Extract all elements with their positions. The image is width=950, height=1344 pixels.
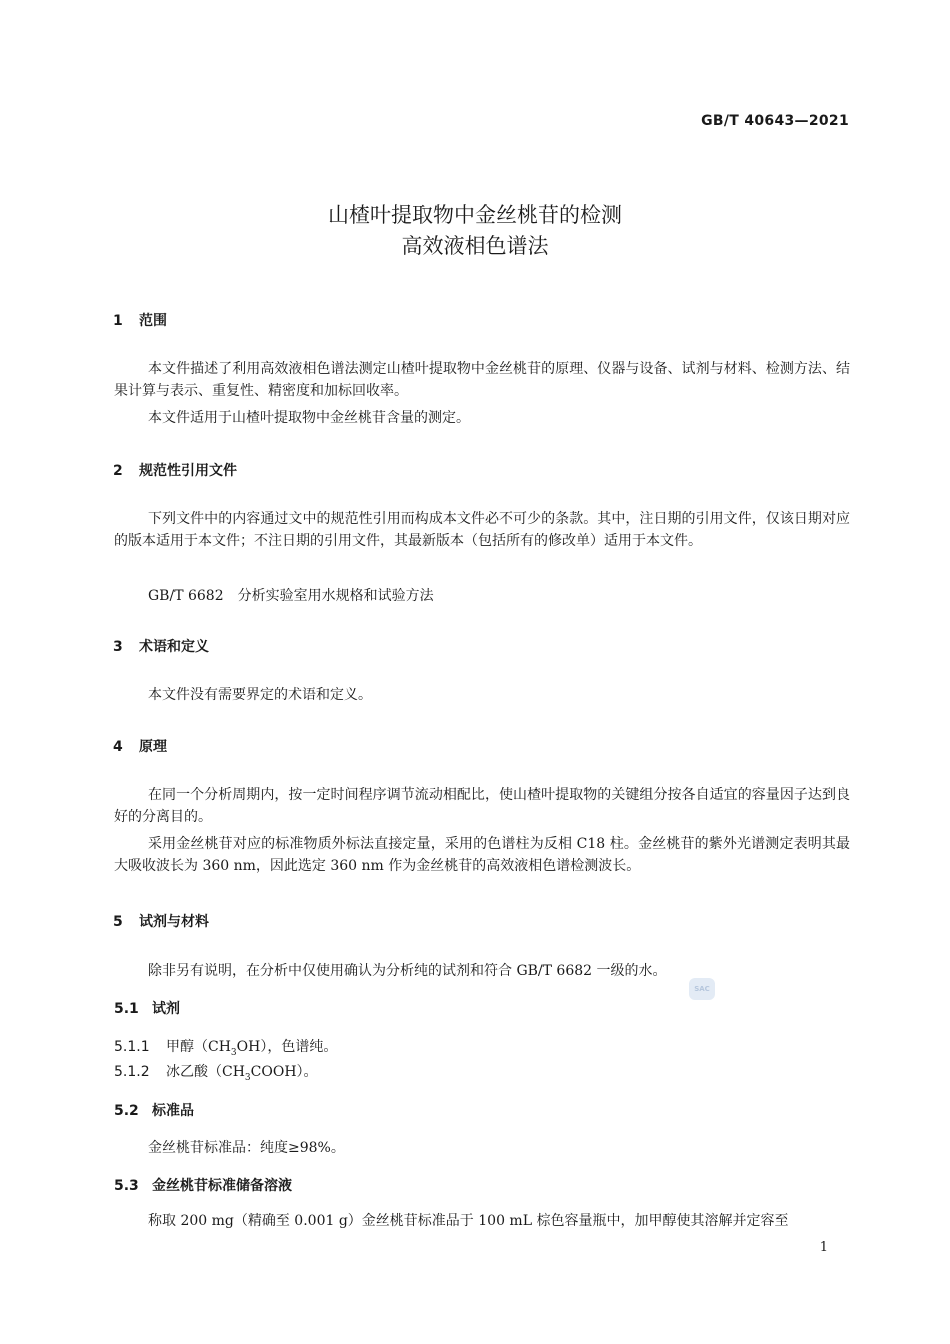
subsection-title: 金丝桃苷标准储备溶液 xyxy=(152,1178,292,1194)
section-title: 范围 xyxy=(139,313,167,329)
subsection-5-1-heading xyxy=(114,998,180,1018)
section-5-paragraph-1: 除非另有说明，在分析中仅使用确认为分析纯的试剂和符合 GB/T 6682 一级的水。 xyxy=(148,963,667,979)
subsection-5-2-heading xyxy=(114,1100,194,1120)
item-subscript: 3 xyxy=(244,1072,251,1083)
section-2-heading xyxy=(113,460,237,480)
subsection-number: 5.2 xyxy=(114,1103,139,1119)
subsection-title: 标准品 xyxy=(152,1103,194,1119)
section-5-heading xyxy=(113,911,209,931)
item-subscript: 3 xyxy=(230,1047,237,1058)
section-4-paragraph-2: 采用金丝桃苷对应的标准物质外标法直接定量，采用的色谱柱为反相 C18 柱。金丝桃苷的紫外光谱测定表明其最大吸收波长为 360 nm，因此选定 360 nm 作为金丝桃苷的高效液相色谱检测波长。 xyxy=(114,836,850,874)
section-1-paragraph-1: 本文件描述了利用高效液相色谱法测定山楂叶提取物中金丝桃苷的原理、仪器与设备、试剂与材料、检测方法、结果计算与表示、重复性、精密度和加标回收率。 xyxy=(114,361,850,399)
subsection-number: 5.3 xyxy=(114,1178,139,1194)
item-text-b: OH），色谱纯。 xyxy=(236,1039,338,1055)
item-text-b: COOH）。 xyxy=(250,1064,318,1080)
normative-reference-gbt6682: GB/T 6682 分析实验室用水规格和试验方法 xyxy=(148,588,434,604)
section-1-paragraph-2: 本文件适用于山楂叶提取物中金丝桃苷含量的测定。 xyxy=(148,410,470,426)
item-number: 5.1.1 xyxy=(114,1039,150,1055)
reagent-item-acetic-acid xyxy=(114,1061,318,1083)
item-text-a: 甲醇（CH xyxy=(166,1039,231,1055)
section-title: 试剂与材料 xyxy=(139,914,209,930)
section-title: 术语和定义 xyxy=(139,639,209,655)
subsection-5-3-heading xyxy=(114,1175,292,1195)
subsection-number: 5.1 xyxy=(114,1001,139,1017)
reagent-item-methanol xyxy=(114,1036,337,1058)
section-number: 2 xyxy=(113,463,123,479)
section-title: 原理 xyxy=(139,739,167,755)
section-number: 4 xyxy=(113,739,123,755)
section-1-heading xyxy=(113,310,167,330)
section-2-paragraph-1: 下列文件中的内容通过文中的规范性引用而构成本文件必不可少的条款。其中，注日期的引用文件，仅该日期对应的版本适用于本文件；不注日期的引用文件，其最新版本（包括所有的修改单）适用于本文件。 xyxy=(114,511,850,549)
section-number: 1 xyxy=(113,313,123,329)
section-number: 5 xyxy=(113,914,123,930)
subsection-5-2-paragraph: 金丝桃苷标准品：纯度≥98%。 xyxy=(148,1140,345,1156)
document-title-line1: 山楂叶提取物中金丝桃苷的检测 xyxy=(328,203,622,227)
document-title-line2: 高效液相色谱法 xyxy=(401,234,549,258)
item-text-a: 冰乙酸（CH xyxy=(166,1064,245,1080)
section-title: 规范性引用文件 xyxy=(139,463,237,479)
page-number: 1 xyxy=(819,1240,828,1255)
subsection-title: 试剂 xyxy=(152,1001,180,1017)
section-4-heading xyxy=(113,736,167,756)
subsection-5-3-paragraph: 称取 200 mg（精确至 0.001 g）金丝桃苷标准品于 100 mL 棕色容量瓶中，加甲醇使其溶解并定容至 xyxy=(148,1213,789,1229)
section-3-heading xyxy=(113,636,209,656)
item-number: 5.1.2 xyxy=(114,1064,150,1080)
sac-watermark-logo: SAC xyxy=(689,978,715,1000)
standard-code: GB/T 40643—2021 xyxy=(701,113,849,129)
section-4-paragraph-1: 在同一个分析周期内，按一定时间程序调节流动相配比，使山楂叶提取物的关键组分按各自适宜的容量因子达到良好的分离目的。 xyxy=(114,787,850,825)
section-number: 3 xyxy=(113,639,123,655)
section-3-paragraph-1: 本文件没有需要界定的术语和定义。 xyxy=(148,687,372,703)
